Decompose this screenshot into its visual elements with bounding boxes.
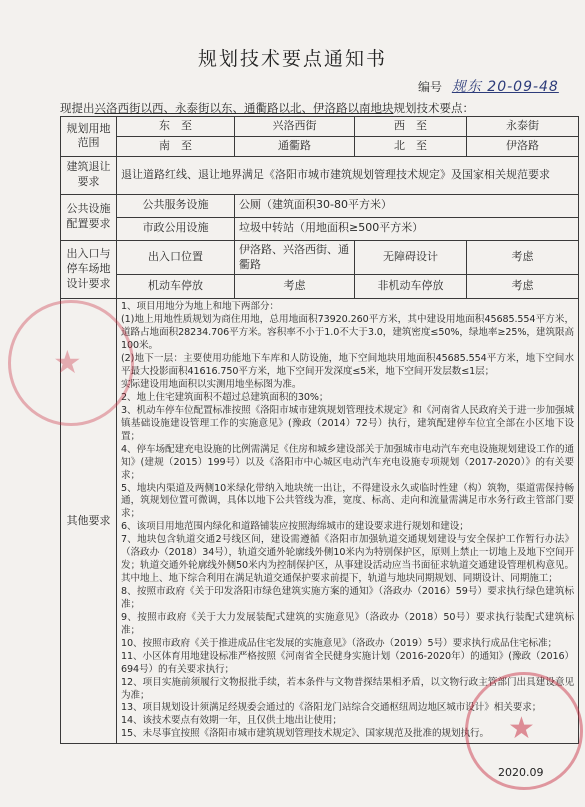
barrier-free-value: 考虑: [467, 240, 579, 275]
scope-header: 规划用地范围: [61, 117, 117, 157]
east-label: 东 至: [117, 117, 235, 137]
public-facility-label: 公共服务设施: [117, 194, 235, 217]
east-value: 兴洛西街: [235, 117, 355, 137]
nonmotor-parking-value: 考虑: [467, 275, 579, 299]
requirement-item: 11、小区体育用地建设标准严格按照《河南省全民健身实施计划（2016-2020年）的通知》(豫政（2016）694号）的有关要求执行；: [121, 650, 574, 675]
page-title: 规划技术要点通知书: [197, 48, 387, 70]
motor-parking-value: 考虑: [235, 275, 355, 299]
requirement-item: 8、按照市政府《关于印发洛阳市绿色建筑实施方案的通知》（洛政办（2016）59号）要求执行绿色建筑标准；: [121, 586, 574, 610]
requirement-item: 15、未尽事宜按照《洛阳市城市建筑规划管理技术规定》、国家规范及批准的规划执行。: [121, 728, 489, 740]
motor-parking-label: 机动车停放: [117, 275, 235, 299]
west-label: 西 至: [355, 117, 467, 137]
south-value: 通衢路: [235, 136, 355, 156]
municipal-facility-value: 垃圾中转站（用地面积≥500平方米）: [235, 217, 579, 240]
requirement-item: 3、机动车停车位配置标准按照《洛阳市城市建筑规划管理技术规定》和《河南省人民政府关于进一步加强城镇基础设施建设管理工作的实施意见》(豫政（2014）72号）执行，建筑配建停车位宜全部在小区地下设置；: [121, 404, 574, 442]
requirement-item: 12、项目实施前须履行文物报批手续，若本条件与文物普探结果相矛盾，以文物行政主管部门出具建设意见为准；: [121, 676, 574, 701]
barrier-free-label: 无障碍设计: [355, 240, 467, 275]
north-value: 伊洛路: [467, 136, 579, 156]
seal-stamp-left: [8, 300, 134, 426]
requirement-item: 4、停车场配建充电设施的比例需满足《住房和城乡建设部关于加强城市电动汽车充电设施规划建设工作的通知》(建规（2015）199号）以及《洛阳市中心城区电动汽车充电设施专项规划（2017-2020）》的有关要求；: [121, 443, 574, 481]
public-facility-value: 公厕（建筑面积30-80平方米）: [235, 194, 579, 217]
intro-location: 兴洛西街以西、永泰街以东、通衢路以北、伊洛路以南地块: [94, 101, 394, 115]
setback-text: 退让道路红线、退让地界满足《洛阳市城市建筑规划管理技术规定》及国家相关规范要求: [117, 156, 579, 194]
requirement-item: 7、地块包含轨道交通2号线区间，建设需遵循《洛阳市加强轨道交通规划建设与安全保护工作暂行办法》（洛政办（2018）34号），轨道交通外轮廓线外侧10米内为特别保护区，原则上禁止一切地上及地下空间开发；轨道交通外轮廓线外侧50米内为控制保护区，从事建设活动应当书面征求轨道交通建设管理机构意见。其中地上、地下综合利用在满足轨道交通保护要求前提下，轨道与地块同期规划、同期设计、同期施工；: [121, 534, 574, 585]
requirement-item: 14、该技术要点有效期一年，且仅供土地出让使用；: [121, 715, 342, 727]
setback-header: 建筑退让要求: [61, 156, 117, 194]
stamp-date: 2020.09: [498, 766, 544, 779]
requirement-item: 6、该项目用地范围内绿化和道路铺装应按照海绵城市的建设要求进行规划和建设；: [121, 521, 469, 533]
star-icon: ★: [53, 343, 82, 381]
entrance-value: 伊洛路、兴洛西街、通衢路: [235, 240, 355, 275]
intro-line: [60, 100, 580, 116]
star-icon: ★: [508, 711, 535, 746]
requirement-item: 9、按照市政府《关于大力发展装配式建筑的实施意见》（洛政办（2018）50号）要求执行装配式建筑标准；: [121, 611, 574, 636]
other-header: 其他要求: [61, 299, 117, 744]
intro-prefix: 现提出: [60, 101, 95, 115]
municipal-facility-label: 市政公用设施: [117, 217, 235, 240]
requirement-item: 实际建设用地面积以实测用地坐标图为准。: [121, 379, 302, 390]
doc-number-value: 规东 20-09-48: [451, 79, 559, 95]
requirement-item: 10、按照市政府《关于推进成品住宅发展的实施意见》（洛政办（2019）5号）要求执行成品住宅标准；: [121, 637, 557, 649]
nonmotor-parking-label: 非机动车停放: [355, 275, 467, 299]
requirement-item: 2、地上住宅建筑面积不超过总建筑面积的30%；: [121, 391, 329, 403]
west-value: 永泰街: [467, 117, 579, 137]
requirement-item: 1、项目用地分为地上和地下两部分：: [121, 301, 279, 313]
requirement-item: 5、地块内渠道及两侧10米绿化带纳入地块统一出让，不得建设永久或临时性建（构）筑物，渠道需保持畅通，筑规划位置可微调，具体以地下公共管线为准，宽度、标高、走向和流量需满足市水务行政主管部门要求；: [121, 482, 574, 520]
facilities-header: 公共设施配置要求: [61, 194, 117, 240]
access-header: 出入口与停车场地设计要求: [61, 240, 117, 299]
north-label: 北 至: [355, 136, 467, 156]
requirements-table: [60, 116, 579, 744]
entrance-label: 出入口位置: [117, 240, 235, 275]
requirement-item: (1)地上用地性质规划为商住用地，总用地面积73920.260平方米，其中建设用地面积45685.554平方米，道路占地面积28234.706平方米。容积率不小于1.0不大于3.0，建筑密度≤50%，绿地率≥25%，建筑限高100米。: [121, 314, 574, 352]
intro-suffix: 规划技术要点：: [393, 101, 474, 115]
doc-number-label: 编号: [418, 80, 443, 94]
document-number: [418, 76, 559, 96]
south-label: 南 至: [117, 136, 235, 156]
requirement-item: 13、项目规划设计须满足经规委会通过的《洛阳龙门站综合交通枢纽周边地区城市设计》相关要求；: [121, 702, 542, 714]
requirement-item: (2)地下一层：主要使用功能地下车库和人防设施，地下空间地块用地面积45685.554平方米，地下空间水平最大投影面积41616.750平方米，地下空间开发深度≤5米，地下空间开发层数≤1层；: [121, 353, 574, 378]
